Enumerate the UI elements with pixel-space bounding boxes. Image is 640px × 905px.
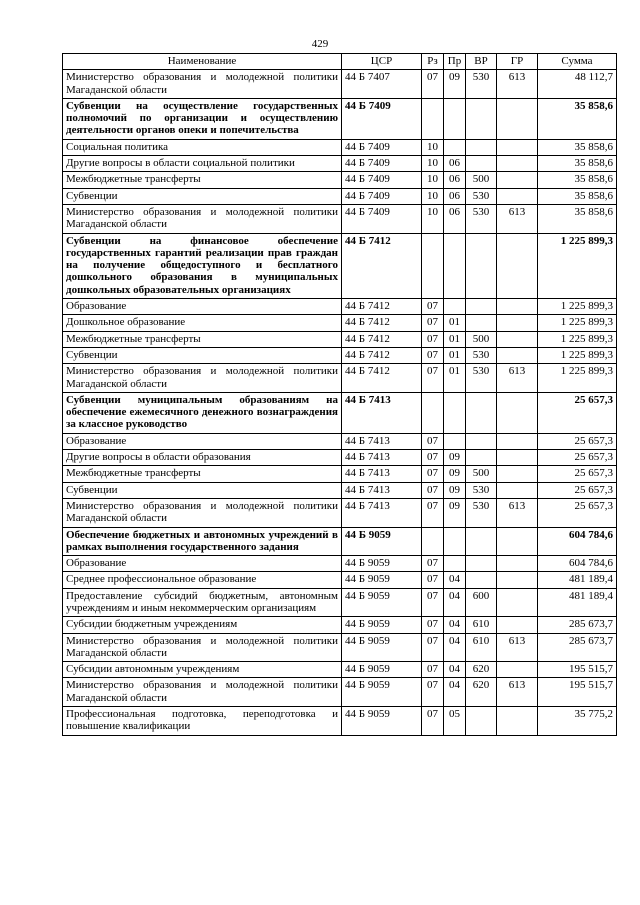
budget-table bbox=[62, 53, 617, 736]
cell-pr bbox=[444, 139, 466, 155]
cell-vr bbox=[466, 527, 497, 556]
cell-csr: 44 Б 9059 bbox=[342, 617, 422, 633]
cell-vr: 620 bbox=[466, 678, 497, 707]
table-row bbox=[63, 172, 617, 188]
cell-sum: 35 858,6 bbox=[538, 204, 617, 233]
cell-rz: 10 bbox=[422, 139, 444, 155]
cell-sum: 25 657,3 bbox=[538, 392, 617, 433]
table-row bbox=[63, 204, 617, 233]
cell-vr bbox=[466, 433, 497, 449]
cell-pr: 04 bbox=[444, 617, 466, 633]
cell-pr: 04 bbox=[444, 678, 466, 707]
cell-csr: 44 Б 9059 bbox=[342, 572, 422, 588]
cell-gr bbox=[497, 482, 538, 498]
cell-pr: 01 bbox=[444, 347, 466, 363]
page-number: 429 bbox=[311, 38, 329, 50]
cell-gr bbox=[497, 662, 538, 678]
cell-sum: 25 657,3 bbox=[538, 433, 617, 449]
table-row bbox=[63, 617, 617, 633]
cell-vr: 500 bbox=[466, 172, 497, 188]
cell-vr: 530 bbox=[466, 204, 497, 233]
cell-csr: 44 Б 7413 bbox=[342, 498, 422, 527]
cell-rz: 07 bbox=[422, 678, 444, 707]
cell-pr: 09 bbox=[444, 450, 466, 466]
cell-gr bbox=[497, 450, 538, 466]
cell-csr: 44 Б 7409 bbox=[342, 98, 422, 139]
cell-name: Субвенции муниципальным образованиям на обеспечение ежемесячного денежного вознаграждения за классное руководство bbox=[63, 392, 342, 433]
cell-rz: 07 bbox=[422, 707, 444, 736]
cell-rz: 07 bbox=[422, 70, 444, 99]
cell-name: Субвенции на осуществление государственных полномочий по организации и осуществлению деятельности органов опеки и попечительства bbox=[63, 98, 342, 139]
cell-vr: 500 bbox=[466, 466, 497, 482]
table-row bbox=[63, 392, 617, 433]
cell-pr bbox=[444, 556, 466, 572]
table-row bbox=[63, 498, 617, 527]
cell-rz: 10 bbox=[422, 204, 444, 233]
cell-gr bbox=[497, 299, 538, 315]
cell-vr bbox=[466, 556, 497, 572]
cell-gr bbox=[497, 347, 538, 363]
cell-name: Среднее профессиональное образование bbox=[63, 572, 342, 588]
cell-sum: 1 225 899,3 bbox=[538, 331, 617, 347]
cell-rz: 07 bbox=[422, 364, 444, 393]
cell-gr bbox=[497, 139, 538, 155]
cell-name: Другие вопросы в области социальной политики bbox=[63, 156, 342, 172]
cell-gr bbox=[497, 392, 538, 433]
cell-rz bbox=[422, 392, 444, 433]
table-row bbox=[63, 156, 617, 172]
cell-gr bbox=[497, 588, 538, 617]
cell-pr: 09 bbox=[444, 70, 466, 99]
cell-csr: 44 Б 7412 bbox=[342, 315, 422, 331]
cell-csr: 44 Б 9059 bbox=[342, 678, 422, 707]
cell-gr bbox=[497, 331, 538, 347]
cell-csr: 44 Б 7412 bbox=[342, 347, 422, 363]
table-row bbox=[63, 433, 617, 449]
cell-vr: 620 bbox=[466, 662, 497, 678]
cell-vr: 600 bbox=[466, 588, 497, 617]
table-row bbox=[63, 98, 617, 139]
cell-csr: 44 Б 9059 bbox=[342, 527, 422, 556]
table-row bbox=[63, 572, 617, 588]
cell-csr: 44 Б 7413 bbox=[342, 392, 422, 433]
cell-csr: 44 Б 7409 bbox=[342, 172, 422, 188]
cell-rz: 07 bbox=[422, 482, 444, 498]
cell-rz: 07 bbox=[422, 588, 444, 617]
cell-name: Дошкольное образование bbox=[63, 315, 342, 331]
cell-name: Образование bbox=[63, 433, 342, 449]
cell-pr: 01 bbox=[444, 364, 466, 393]
cell-csr: 44 Б 9059 bbox=[342, 662, 422, 678]
cell-name: Межбюджетные трансферты bbox=[63, 172, 342, 188]
cell-rz: 07 bbox=[422, 315, 444, 331]
cell-vr bbox=[466, 707, 497, 736]
cell-gr bbox=[497, 98, 538, 139]
table-row bbox=[63, 633, 617, 662]
cell-name: Межбюджетные трансферты bbox=[63, 331, 342, 347]
column-header-gr: ГР bbox=[497, 54, 538, 70]
cell-gr: 613 bbox=[497, 633, 538, 662]
cell-pr: 09 bbox=[444, 482, 466, 498]
cell-gr: 613 bbox=[497, 70, 538, 99]
table-row bbox=[63, 188, 617, 204]
cell-csr: 44 Б 7409 bbox=[342, 204, 422, 233]
cell-csr: 44 Б 7407 bbox=[342, 70, 422, 99]
cell-vr: 610 bbox=[466, 617, 497, 633]
table-row bbox=[63, 662, 617, 678]
column-header-name: Наименование bbox=[63, 54, 342, 70]
cell-sum: 195 515,7 bbox=[538, 678, 617, 707]
cell-sum: 1 225 899,3 bbox=[538, 347, 617, 363]
cell-pr: 06 bbox=[444, 204, 466, 233]
cell-csr: 44 Б 7409 bbox=[342, 156, 422, 172]
column-header-csr: ЦСР bbox=[342, 54, 422, 70]
cell-rz: 07 bbox=[422, 617, 444, 633]
cell-gr bbox=[497, 156, 538, 172]
cell-rz: 07 bbox=[422, 347, 444, 363]
cell-name: Образование bbox=[63, 299, 342, 315]
cell-csr: 44 Б 7412 bbox=[342, 233, 422, 298]
cell-csr: 44 Б 7409 bbox=[342, 188, 422, 204]
cell-sum: 481 189,4 bbox=[538, 572, 617, 588]
table-row bbox=[63, 450, 617, 466]
cell-name: Профессиональная подготовка, переподготовка и повышение квалификации bbox=[63, 707, 342, 736]
cell-sum: 48 112,7 bbox=[538, 70, 617, 99]
cell-gr: 613 bbox=[497, 678, 538, 707]
cell-sum: 481 189,4 bbox=[538, 588, 617, 617]
cell-rz: 07 bbox=[422, 662, 444, 678]
cell-vr bbox=[466, 315, 497, 331]
table-body bbox=[63, 70, 617, 735]
table-row bbox=[63, 678, 617, 707]
cell-vr: 530 bbox=[466, 70, 497, 99]
cell-csr: 44 Б 7413 bbox=[342, 450, 422, 466]
cell-pr: 04 bbox=[444, 572, 466, 588]
cell-gr bbox=[497, 466, 538, 482]
cell-name: Министерство образования и молодежной политики Магаданской области bbox=[63, 498, 342, 527]
cell-sum: 35 775,2 bbox=[538, 707, 617, 736]
cell-gr bbox=[497, 172, 538, 188]
cell-pr: 06 bbox=[444, 188, 466, 204]
cell-gr bbox=[497, 556, 538, 572]
cell-rz: 07 bbox=[422, 556, 444, 572]
table-row bbox=[63, 331, 617, 347]
cell-vr: 500 bbox=[466, 331, 497, 347]
cell-vr bbox=[466, 392, 497, 433]
cell-sum: 35 858,6 bbox=[538, 172, 617, 188]
column-header-vr: ВР bbox=[466, 54, 497, 70]
cell-pr bbox=[444, 299, 466, 315]
cell-sum: 195 515,7 bbox=[538, 662, 617, 678]
cell-sum: 285 673,7 bbox=[538, 617, 617, 633]
cell-vr: 530 bbox=[466, 347, 497, 363]
cell-name: Предоставление субсидий бюджетным, автономным учреждениям и иным некоммерческим организациям bbox=[63, 588, 342, 617]
cell-pr bbox=[444, 392, 466, 433]
table-row bbox=[63, 299, 617, 315]
cell-pr: 01 bbox=[444, 315, 466, 331]
cell-gr bbox=[497, 433, 538, 449]
cell-csr: 44 Б 7412 bbox=[342, 331, 422, 347]
cell-gr: 613 bbox=[497, 204, 538, 233]
cell-name: Министерство образования и молодежной политики Магаданской области bbox=[63, 204, 342, 233]
cell-rz: 10 bbox=[422, 188, 444, 204]
cell-sum: 1 225 899,3 bbox=[538, 299, 617, 315]
cell-pr: 04 bbox=[444, 588, 466, 617]
cell-rz: 07 bbox=[422, 466, 444, 482]
cell-gr bbox=[497, 617, 538, 633]
column-header-rz: Рз bbox=[422, 54, 444, 70]
cell-sum: 1 225 899,3 bbox=[538, 315, 617, 331]
table-row bbox=[63, 70, 617, 99]
cell-csr: 44 Б 9059 bbox=[342, 588, 422, 617]
cell-pr bbox=[444, 433, 466, 449]
cell-sum: 35 858,6 bbox=[538, 188, 617, 204]
cell-csr: 44 Б 9059 bbox=[342, 556, 422, 572]
cell-vr bbox=[466, 233, 497, 298]
cell-sum: 285 673,7 bbox=[538, 633, 617, 662]
cell-csr: 44 Б 7413 bbox=[342, 482, 422, 498]
cell-gr bbox=[497, 572, 538, 588]
cell-sum: 35 858,6 bbox=[538, 139, 617, 155]
table-row bbox=[63, 364, 617, 393]
cell-name: Межбюджетные трансферты bbox=[63, 466, 342, 482]
cell-rz bbox=[422, 527, 444, 556]
cell-vr bbox=[466, 139, 497, 155]
cell-sum: 604 784,6 bbox=[538, 527, 617, 556]
table-row bbox=[63, 466, 617, 482]
cell-sum: 25 657,3 bbox=[538, 466, 617, 482]
cell-name: Субсидии бюджетным учреждениям bbox=[63, 617, 342, 633]
cell-name: Министерство образования и молодежной политики Магаданской области bbox=[63, 364, 342, 393]
table-row bbox=[63, 233, 617, 298]
cell-name: Другие вопросы в области образования bbox=[63, 450, 342, 466]
cell-sum: 25 657,3 bbox=[538, 482, 617, 498]
cell-pr: 05 bbox=[444, 707, 466, 736]
cell-pr: 09 bbox=[444, 498, 466, 527]
cell-vr bbox=[466, 450, 497, 466]
cell-vr bbox=[466, 98, 497, 139]
table-row bbox=[63, 588, 617, 617]
cell-gr bbox=[497, 315, 538, 331]
cell-sum: 1 225 899,3 bbox=[538, 233, 617, 298]
cell-csr: 44 Б 7413 bbox=[342, 466, 422, 482]
cell-rz: 10 bbox=[422, 172, 444, 188]
cell-vr: 530 bbox=[466, 188, 497, 204]
cell-rz: 07 bbox=[422, 572, 444, 588]
cell-vr: 530 bbox=[466, 364, 497, 393]
cell-gr bbox=[497, 233, 538, 298]
cell-vr bbox=[466, 572, 497, 588]
cell-gr bbox=[497, 707, 538, 736]
cell-name: Субвенции на финансовое обеспечение государственных гарантий реализации прав граждан на получение общедоступного и бесплатного дошкольного образования в муниципальных дошкольных образовательных организациях bbox=[63, 233, 342, 298]
table-row bbox=[63, 139, 617, 155]
cell-pr: 01 bbox=[444, 331, 466, 347]
cell-sum: 25 657,3 bbox=[538, 450, 617, 466]
cell-vr: 610 bbox=[466, 633, 497, 662]
cell-csr: 44 Б 7412 bbox=[342, 364, 422, 393]
cell-csr: 44 Б 9059 bbox=[342, 707, 422, 736]
cell-sum: 35 858,6 bbox=[538, 98, 617, 139]
cell-rz: 07 bbox=[422, 299, 444, 315]
cell-gr bbox=[497, 527, 538, 556]
cell-name: Образование bbox=[63, 556, 342, 572]
cell-vr bbox=[466, 299, 497, 315]
cell-rz: 07 bbox=[422, 498, 444, 527]
cell-name: Министерство образования и молодежной политики Магаданской области bbox=[63, 633, 342, 662]
column-header-pr: Пр bbox=[444, 54, 466, 70]
cell-rz bbox=[422, 233, 444, 298]
table-header-row bbox=[63, 54, 617, 70]
cell-pr: 04 bbox=[444, 662, 466, 678]
cell-gr: 613 bbox=[497, 364, 538, 393]
table-row bbox=[63, 347, 617, 363]
cell-csr: 44 Б 9059 bbox=[342, 633, 422, 662]
cell-csr: 44 Б 7409 bbox=[342, 139, 422, 155]
table-row bbox=[63, 556, 617, 572]
table-row bbox=[63, 482, 617, 498]
cell-name: Субвенции bbox=[63, 347, 342, 363]
cell-pr: 06 bbox=[444, 156, 466, 172]
column-header-sum: Сумма bbox=[538, 54, 617, 70]
table-row bbox=[63, 707, 617, 736]
cell-rz: 07 bbox=[422, 331, 444, 347]
cell-vr: 530 bbox=[466, 482, 497, 498]
cell-pr: 09 bbox=[444, 466, 466, 482]
cell-name: Министерство образования и молодежной политики Магаданской области bbox=[63, 678, 342, 707]
cell-name: Субвенции bbox=[63, 482, 342, 498]
cell-sum: 1 225 899,3 bbox=[538, 364, 617, 393]
cell-sum: 604 784,6 bbox=[538, 556, 617, 572]
cell-sum: 25 657,3 bbox=[538, 498, 617, 527]
cell-rz: 07 bbox=[422, 633, 444, 662]
cell-rz: 10 bbox=[422, 156, 444, 172]
cell-csr: 44 Б 7412 bbox=[342, 299, 422, 315]
cell-name: Министерство образования и молодежной политики Магаданской области bbox=[63, 70, 342, 99]
cell-pr bbox=[444, 527, 466, 556]
cell-name: Субсидии автономным учреждениям bbox=[63, 662, 342, 678]
cell-pr: 04 bbox=[444, 633, 466, 662]
cell-csr: 44 Б 7413 bbox=[342, 433, 422, 449]
cell-pr: 06 bbox=[444, 172, 466, 188]
cell-rz: 07 bbox=[422, 433, 444, 449]
cell-name: Обеспечение бюджетных и автономных учреждений в рамках выполнения государственного задания bbox=[63, 527, 342, 556]
cell-rz bbox=[422, 98, 444, 139]
cell-name: Социальная политика bbox=[63, 139, 342, 155]
cell-sum: 35 858,6 bbox=[538, 156, 617, 172]
cell-pr bbox=[444, 233, 466, 298]
cell-name: Субвенции bbox=[63, 188, 342, 204]
cell-gr: 613 bbox=[497, 498, 538, 527]
cell-pr bbox=[444, 98, 466, 139]
table-row bbox=[63, 315, 617, 331]
cell-rz: 07 bbox=[422, 450, 444, 466]
cell-vr: 530 bbox=[466, 498, 497, 527]
cell-vr bbox=[466, 156, 497, 172]
table-row bbox=[63, 527, 617, 556]
cell-gr bbox=[497, 188, 538, 204]
